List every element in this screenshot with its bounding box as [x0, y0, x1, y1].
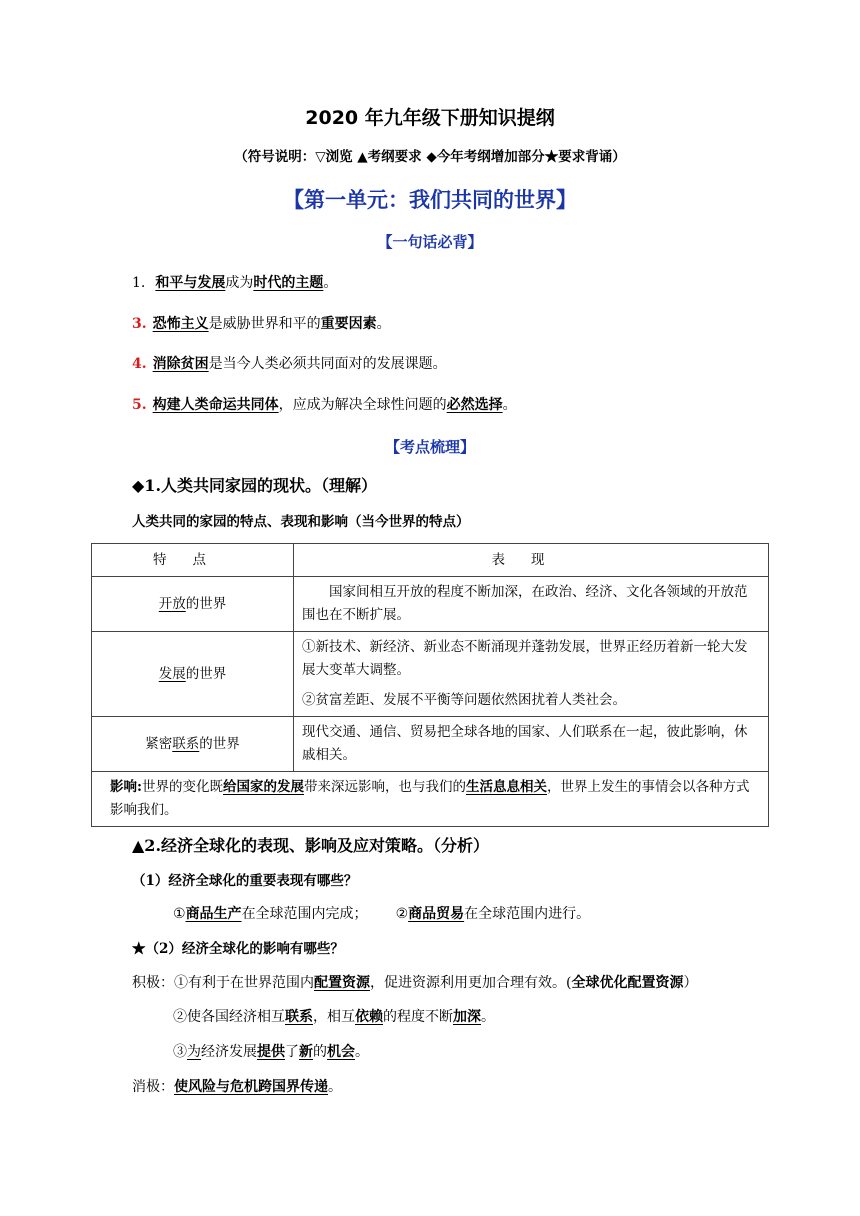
- section-must-recite: 【一句话必背】: [377, 233, 483, 251]
- positive-line-1: 积极：①有利于在世界范围内配置资源，促进资源利用更加合理有效。(全球优化配置资源）: [132, 975, 698, 991]
- positive-line-2: ②使各国经济相互联系，相互依赖的程度不断加深。: [173, 1009, 495, 1025]
- header-feature: 特点: [153, 551, 232, 568]
- table-row: 发展的世界 ①新技术、新经济、新业态不断涌现并蓬勃发展，世界正经历着新一轮大发展大变革大调整。 ②贫富差距、发展不平衡等问题依然困扰着人类社会。: [92, 632, 769, 717]
- table-caption: 人类共同的家园的特点、表现和影响（当今世界的特点）: [132, 514, 470, 530]
- symbol-legend: （符号说明：▽浏览 ▲考纲要求 ◆今年考纲增加部分★要求背诵）: [234, 149, 626, 165]
- page-title: 2020 年九年级下册知识提纲: [305, 107, 555, 129]
- impact-row: 影响:世界的变化既给国家的发展带来深远影响，也与我们的生活息息相关，世界上发生的事情会以各种方式影响我们。: [92, 772, 769, 827]
- question-1-heading: ◆1.人类共同家园的现状。（理解）: [132, 476, 378, 495]
- negative-line: 消极：使风险与危机跨国界传递。: [132, 1079, 342, 1095]
- q2-sub1: （1）经济全球化的重要表现有哪些？: [132, 873, 358, 889]
- must-item-5: 5. 构建人类命运共同体，应成为解决全球性问题的必然选择。: [132, 397, 517, 413]
- q2-sub2: ★（2）经济全球化的影响有哪些？: [132, 941, 344, 957]
- must-item-1: 1. 和平与发展成为时代的主题。: [132, 275, 338, 291]
- table-row: 开放的世界 国家间相互开放的程度不断加深，在政治、经济、文化各领域的开放范围也在不断扩展。: [92, 577, 769, 632]
- must-item-4: 4. 消除贫困是当今人类必须共同面对的发展课题。: [132, 356, 447, 372]
- q2-sub1-answer: ①商品生产在全球范围内完成； ②商品贸易在全球范围内进行。: [173, 906, 591, 922]
- header-manifestation: 表现: [491, 551, 571, 568]
- section-review: 【考点梳理】: [384, 438, 475, 456]
- features-table: [91, 543, 769, 827]
- table-header-row: [92, 544, 769, 577]
- table-row: 紧密联系的世界 现代交通、通信、贸易把全球各地的国家、人们联系在一起，彼此影响，休戚相关。: [92, 717, 769, 772]
- positive-line-3: ③为经济发展提供了新的机会。: [173, 1044, 369, 1060]
- must-item-3: 3. 恐怖主义是威胁世界和平的重要因素。: [132, 316, 391, 332]
- question-2-heading: ▲2.经济全球化的表现、影响及应对策略。（分析）: [132, 836, 490, 855]
- unit-title: 【第一单元：我们共同的世界】: [283, 188, 577, 212]
